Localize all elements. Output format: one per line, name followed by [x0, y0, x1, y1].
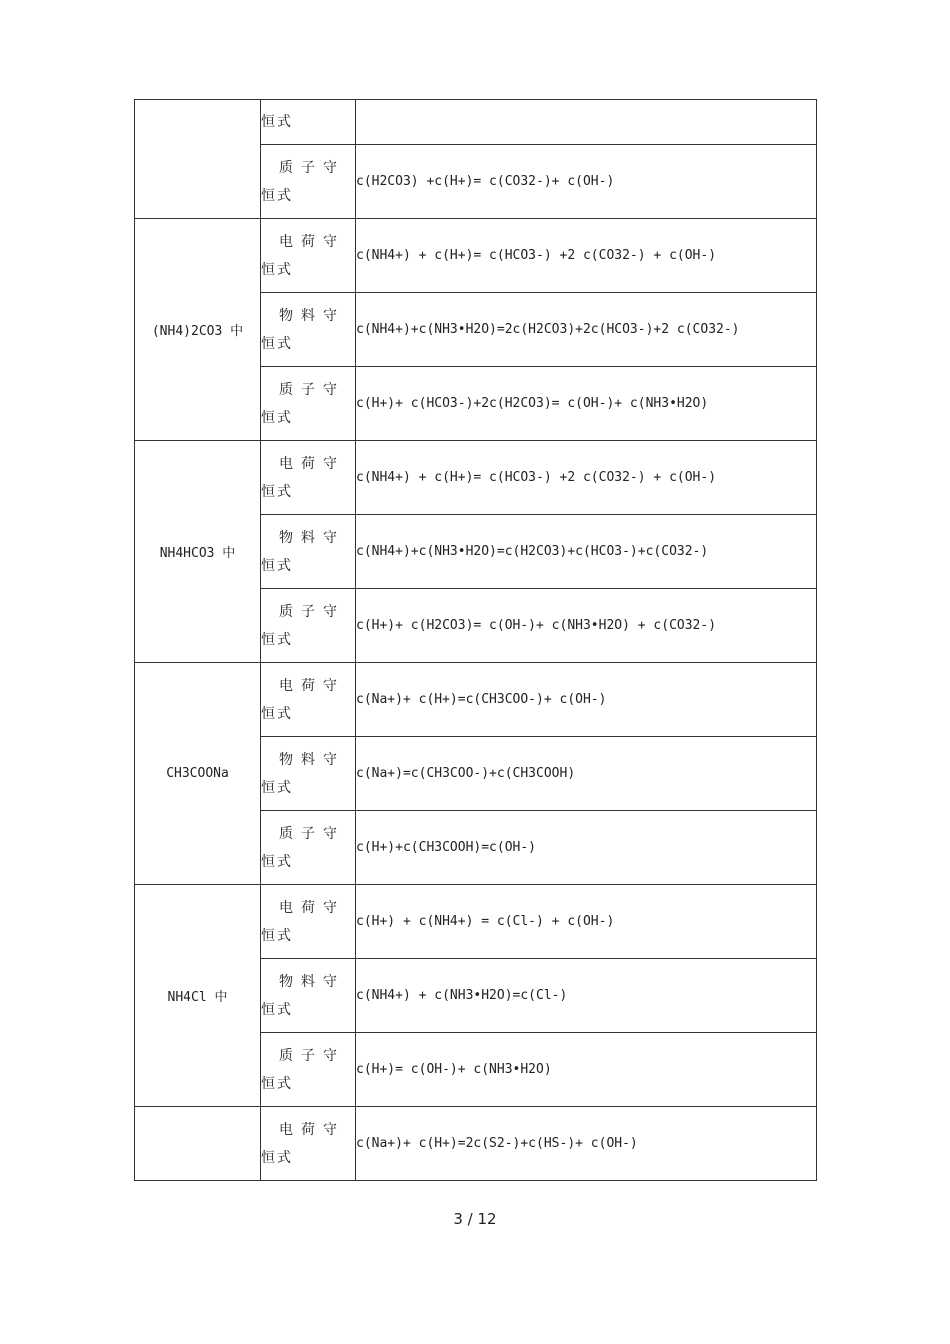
formula-cell: [356, 100, 817, 145]
formula-cell: c(H+) + c(NH4+) = c(Cl-) + c(OH-): [356, 885, 817, 959]
type-cell: 电荷守 恒式: [261, 885, 356, 959]
salt-cell-1: [135, 100, 261, 219]
formula-cell: c(NH4+)+c(NH3•H2O)=c(H2CO3)+c(HCO3-)+c(CO32-): [356, 515, 817, 589]
table-row: [135, 885, 817, 959]
type-cell: 质子守 恒式: [261, 367, 356, 441]
formula-cell: c(H+)+ c(HCO3-)+2c(H2CO3)= c(OH-)+ c(NH3•H2O): [356, 367, 817, 441]
formula-cell: c(H2CO3) +c(H+)= c(CO32-)+ c(OH-): [356, 145, 817, 219]
type-cell: 电荷守 恒式: [261, 219, 356, 293]
formula-cell: c(NH4+) + c(H+)= c(HCO3-) +2 c(CO32-) + c(OH-): [356, 219, 817, 293]
salt-cell-ammonium-chloride: NH4Cl 中: [135, 885, 261, 1107]
table-row: [135, 219, 817, 293]
type-cell: 恒式: [261, 100, 356, 145]
formula-cell: c(NH4+)+c(NH3•H2O)=2c(H2CO3)+2c(HCO3-)+2 c(CO32-): [356, 293, 817, 367]
type-cell: 质子守 恒式: [261, 145, 356, 219]
formula-cell: c(H+)= c(OH-)+ c(NH3•H2O): [356, 1033, 817, 1107]
formula-cell: c(Na+)+ c(H+)=c(CH3COO-)+ c(OH-): [356, 663, 817, 737]
salt-cell-last: [135, 1107, 261, 1181]
formula-cell: c(Na+)=c(CH3COO-)+c(CH3COOH): [356, 737, 817, 811]
type-cell: 质子守 恒式: [261, 1033, 356, 1107]
table-row: [135, 100, 817, 145]
type-cell: 物料守 恒式: [261, 737, 356, 811]
formula-cell: c(H+)+c(CH3COOH)=c(OH-): [356, 811, 817, 885]
type-cell: 电荷守 恒式: [261, 441, 356, 515]
type-cell: 电荷守 恒式: [261, 1107, 356, 1181]
salt-cell-ammonium-bicarbonate: NH4HCO3 中: [135, 441, 261, 663]
type-cell: 物料守 恒式: [261, 293, 356, 367]
type-cell: 质子守 恒式: [261, 589, 356, 663]
formula-cell: c(NH4+) + c(NH3•H2O)=c(Cl-): [356, 959, 817, 1033]
table-row: [135, 441, 817, 515]
type-cell: 物料守 恒式: [261, 959, 356, 1033]
page-number: 3 / 12: [453, 1210, 497, 1228]
formula-cell: c(NH4+) + c(H+)= c(HCO3-) +2 c(CO32-) + c(OH-): [356, 441, 817, 515]
salt-cell-ammonium-carbonate: (NH4)2CO3 中: [135, 219, 261, 441]
type-cell: 电荷守 恒式: [261, 663, 356, 737]
formula-cell: c(H+)+ c(H2CO3)= c(OH-)+ c(NH3•H2O) + c(CO32-): [356, 589, 817, 663]
salt-cell-sodium-acetate: CH3COONa: [135, 663, 261, 885]
conservation-table: [134, 99, 817, 1181]
type-cell: 质子守 恒式: [261, 811, 356, 885]
formula-cell: c(Na+)+ c(H+)=2c(S2-)+c(HS-)+ c(OH-): [356, 1107, 817, 1181]
type-cell: 物料守 恒式: [261, 515, 356, 589]
table-row: [135, 1107, 817, 1181]
table-row: [135, 663, 817, 737]
